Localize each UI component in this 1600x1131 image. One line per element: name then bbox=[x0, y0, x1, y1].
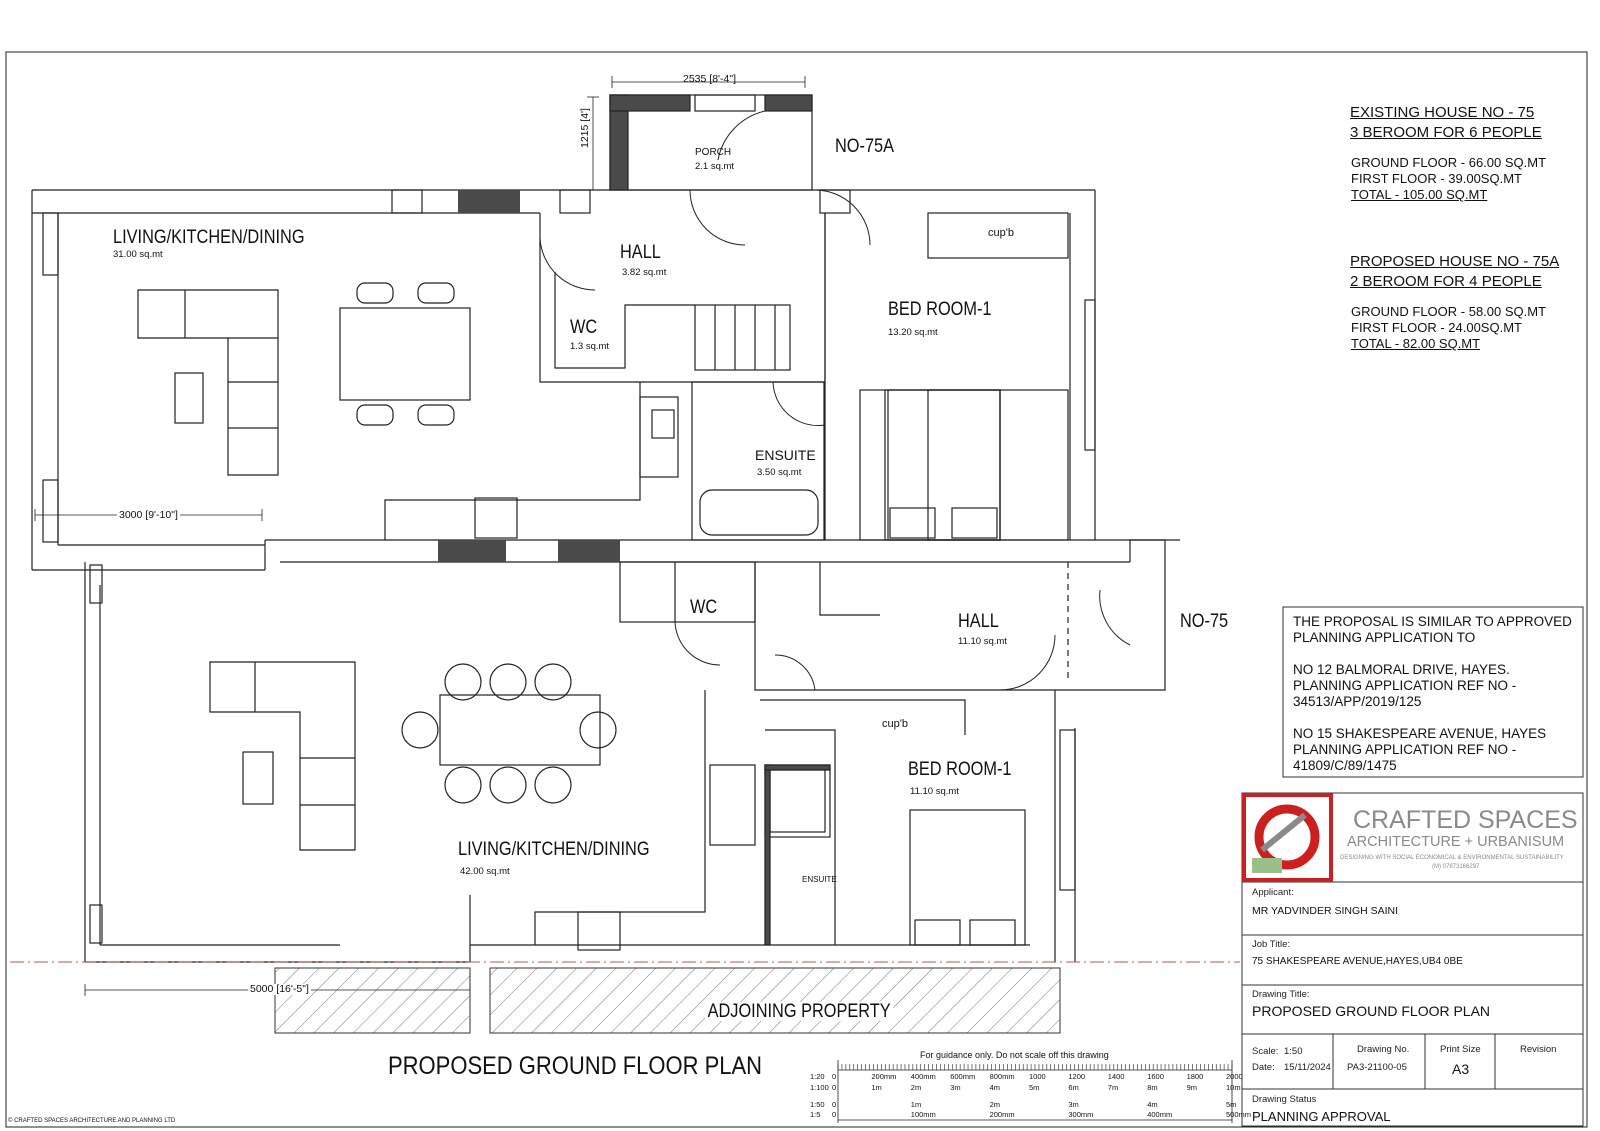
upper-chairs bbox=[357, 283, 454, 425]
scale-guidance: For guidance only. Do not scale off this drawing bbox=[920, 1050, 1109, 1060]
existing-first-floor: FIRST FLOOR - 39.00SQ.MT bbox=[1351, 171, 1522, 186]
date-value: 15/11/2024 bbox=[1284, 1062, 1331, 1073]
scale-row-1100: 1:100 bbox=[810, 1083, 829, 1092]
lower-living-area: 42.00 sq.mt bbox=[460, 866, 510, 877]
upper-living-area: 31.00 sq.mt bbox=[113, 249, 163, 260]
drawing-title-label: Drawing Title: bbox=[1252, 989, 1310, 1000]
scale-15-label: 300mm bbox=[1068, 1110, 1094, 1119]
scale-120-label: 200mm bbox=[871, 1072, 897, 1081]
existing-total: TOTAL - 105.00 SQ.MT bbox=[1351, 187, 1488, 202]
unit-75a-label: NO-75A bbox=[835, 136, 895, 157]
job-title-label: Job Title: bbox=[1252, 939, 1291, 950]
scale-15-label: 400mm bbox=[1147, 1110, 1173, 1119]
lower-unit-walls bbox=[85, 540, 1165, 962]
extension-bottom-dim: 5000 [16'-5"] bbox=[250, 983, 309, 995]
scale-1100-label: 7m bbox=[1107, 1083, 1119, 1092]
job-title-value: 75 SHAKESPEARE AVENUE,HAYES,UB4 0BE bbox=[1252, 956, 1463, 967]
proposed-house-heading: PROPOSED HOUSE NO - 75A bbox=[1350, 253, 1560, 270]
lower-dining-table bbox=[440, 695, 600, 765]
scale-1100-label: 2m bbox=[910, 1083, 922, 1092]
scale-120-label: 1200 bbox=[1068, 1072, 1086, 1081]
proposal-ref1-1: NO 12 BALMORAL DRIVE, HAYES. bbox=[1293, 662, 1510, 677]
porch-label: PORCH bbox=[695, 147, 732, 158]
scale-1100-label: 6m bbox=[1068, 1083, 1079, 1092]
scale-1100-label: 8m bbox=[1147, 1083, 1158, 1092]
upper-ensuite-area: 3.50 sq.mt bbox=[757, 467, 802, 478]
scale-150-label: 0 bbox=[832, 1100, 837, 1109]
porch-width-dim: 2535 [8'-4"] bbox=[683, 73, 737, 85]
porch-depth-dim: 1215 [4'] bbox=[579, 108, 591, 148]
drawing-status-value: PLANNING APPROVAL bbox=[1252, 1109, 1391, 1124]
scale-1100-label: 1m bbox=[871, 1083, 882, 1092]
upper-hall-label: HALL bbox=[620, 242, 661, 263]
existing-house-heading: EXISTING HOUSE NO - 75 bbox=[1350, 104, 1535, 121]
scale-1100-label: 0 bbox=[832, 1083, 837, 1092]
scale-1100-label: 4m bbox=[989, 1083, 1001, 1092]
adjoining-property-label: ADJOINING PROPERTY bbox=[705, 1002, 893, 1021]
scale-1100-label: 5m bbox=[1029, 1083, 1040, 1092]
date-label: Date: bbox=[1252, 1062, 1275, 1073]
scale-row-120: 1:20 bbox=[810, 1072, 825, 1081]
proposal-intro-1: THE PROPOSAL IS SIMILAR TO APPROVED bbox=[1293, 614, 1572, 629]
proposal-ref1-3: 34513/APP/2019/125 bbox=[1293, 694, 1422, 709]
drawing-status-label: Drawing Status bbox=[1252, 1094, 1317, 1105]
proposed-ground-floor: GROUND FLOOR - 58.00 SQ.MT bbox=[1351, 304, 1547, 319]
adjoining-hatch-left bbox=[275, 968, 470, 1033]
proposal-ref2-3: 41809/C/89/1475 bbox=[1293, 758, 1397, 773]
scale-row-15: 1:5 bbox=[810, 1110, 821, 1119]
scale-ticks bbox=[838, 1064, 1232, 1070]
upper-unit-walls bbox=[32, 95, 1180, 570]
proposed-house-subheading: 2 BEROOM FOR 4 PEOPLE bbox=[1350, 273, 1542, 290]
upper-dining-table bbox=[340, 308, 470, 400]
scale-120-label: 1800 bbox=[1186, 1072, 1204, 1081]
scale-120-label: 2000 bbox=[1226, 1072, 1243, 1081]
porch-area: 2.1 sq.mt bbox=[695, 161, 735, 172]
scale-150-label: 3m bbox=[1068, 1100, 1079, 1109]
revision-label: Revision bbox=[1520, 1044, 1557, 1055]
lower-wc-label: WC bbox=[690, 597, 718, 618]
applicant-value: MR YADVINDER SINGH SAINI bbox=[1252, 905, 1399, 917]
lower-cupboard-label: cup'b bbox=[882, 718, 908, 730]
lower-chairs bbox=[402, 664, 616, 803]
scale-row-150: 1:50 bbox=[810, 1100, 825, 1109]
print-size-value: A3 bbox=[1452, 1061, 1470, 1077]
upper-living-label: LIVING/KITCHEN/DINING bbox=[113, 227, 305, 248]
scale-120-label: 1600 bbox=[1147, 1072, 1164, 1081]
lower-sofa bbox=[210, 662, 355, 850]
upper-wc-label: WC bbox=[570, 317, 598, 338]
scale-150-label: 4m bbox=[1147, 1100, 1158, 1109]
proposal-ref1-2: PLANNING APPLICATION REF NO - bbox=[1293, 678, 1517, 693]
applicant-label: Applicant: bbox=[1252, 887, 1294, 898]
upper-ensuite-label: ENSUITE bbox=[755, 447, 816, 463]
plan-title: PROPOSED GROUND FLOOR PLAN bbox=[388, 1052, 763, 1080]
scale-15-label: 100mm bbox=[910, 1110, 936, 1119]
company-subtitle: DESIGNING WITH SOCIAL ECONOMICAL & ENVIRONMENTAL SUSTAINABILITY bbox=[1340, 855, 1564, 861]
company-phone: (M) 07673166297 bbox=[1432, 864, 1480, 870]
scale-15-label: 0 bbox=[832, 1110, 837, 1119]
upper-wc-area: 1.3 sq.mt bbox=[570, 341, 610, 352]
scale-15-label: 200mm bbox=[989, 1110, 1015, 1119]
scale-120-label: 1400 bbox=[1107, 1072, 1125, 1081]
scale-120-label: 400mm bbox=[910, 1072, 936, 1081]
upper-cupboard-label: cup'b bbox=[988, 227, 1014, 239]
company-name: CRAFTED SPACES bbox=[1353, 806, 1578, 834]
print-size-label: Print Size bbox=[1440, 1044, 1481, 1055]
unit-75-label: NO-75 bbox=[1180, 611, 1229, 632]
scale-120-label: 600mm bbox=[950, 1072, 976, 1081]
upper-bed-label: BED ROOM-1 bbox=[888, 299, 992, 320]
scale-120-label: 0 bbox=[832, 1072, 837, 1081]
existing-house-subheading: 3 BEROOM FOR 6 PEOPLE bbox=[1350, 124, 1542, 141]
lower-bed-label: BED ROOM-1 bbox=[908, 759, 1012, 780]
proposal-intro-2: PLANNING APPLICATION TO bbox=[1293, 630, 1476, 645]
proposal-ref2-2: PLANNING APPLICATION REF NO - bbox=[1293, 742, 1517, 757]
scale-1100-label: 10m bbox=[1226, 1083, 1241, 1092]
scale-150-label: 5m bbox=[1226, 1100, 1237, 1109]
extension-top-dim: 3000 [9'-10"] bbox=[119, 509, 178, 521]
copyright: © CRAFTED SPACES ARCHITECTURE AND PLANNING LTD bbox=[8, 1118, 176, 1124]
scale-value: 1:50 bbox=[1284, 1046, 1303, 1057]
proposed-total: TOTAL - 82.00 SQ.MT bbox=[1351, 336, 1481, 351]
scale-120-label: 1000 bbox=[1029, 1072, 1046, 1081]
scale-1100-label: 9m bbox=[1186, 1083, 1198, 1092]
drawing-no-label: Drawing No. bbox=[1357, 1044, 1410, 1055]
drawing-title-value: PROPOSED GROUND FLOOR PLAN bbox=[1252, 1003, 1491, 1019]
existing-ground-floor: GROUND FLOOR - 66.00 SQ.MT bbox=[1351, 155, 1547, 170]
lower-living-label: LIVING/KITCHEN/DINING bbox=[458, 839, 650, 860]
upper-hall-area: 3.82 sq.mt bbox=[622, 267, 667, 278]
lower-bed-area: 11.10 sq.mt bbox=[910, 786, 959, 797]
scale-150-label: 1m bbox=[910, 1100, 922, 1109]
scale-1100-label: 3m bbox=[950, 1083, 961, 1092]
scale-120-label: 800mm bbox=[989, 1072, 1015, 1081]
lower-hall-area: 11.10 sq.mt bbox=[958, 636, 1007, 647]
door-swings bbox=[540, 111, 1130, 690]
upper-bed-area: 13.20 sq.mt bbox=[888, 327, 938, 338]
scale-15-label: 500mm bbox=[1226, 1110, 1252, 1119]
dark-wall-segments bbox=[438, 190, 620, 562]
company-logo bbox=[1244, 795, 1331, 880]
company-tagline: ARCHITECTURE + URBANISUM bbox=[1347, 834, 1565, 850]
proposal-ref2-1: NO 15 SHAKESPEARE AVENUE, HAYES bbox=[1293, 726, 1547, 741]
proposed-first-floor: FIRST FLOOR - 24.00SQ.MT bbox=[1351, 320, 1522, 335]
lower-ensuite-label: ENSUITE bbox=[802, 875, 837, 884]
scale-150-label: 2m bbox=[989, 1100, 1001, 1109]
drawing-no-value: PA3-21100-05 bbox=[1347, 1062, 1407, 1073]
lower-hall-label: HALL bbox=[958, 611, 999, 632]
dimension-lines bbox=[35, 73, 805, 996]
scale-label: Scale: bbox=[1252, 1046, 1279, 1057]
